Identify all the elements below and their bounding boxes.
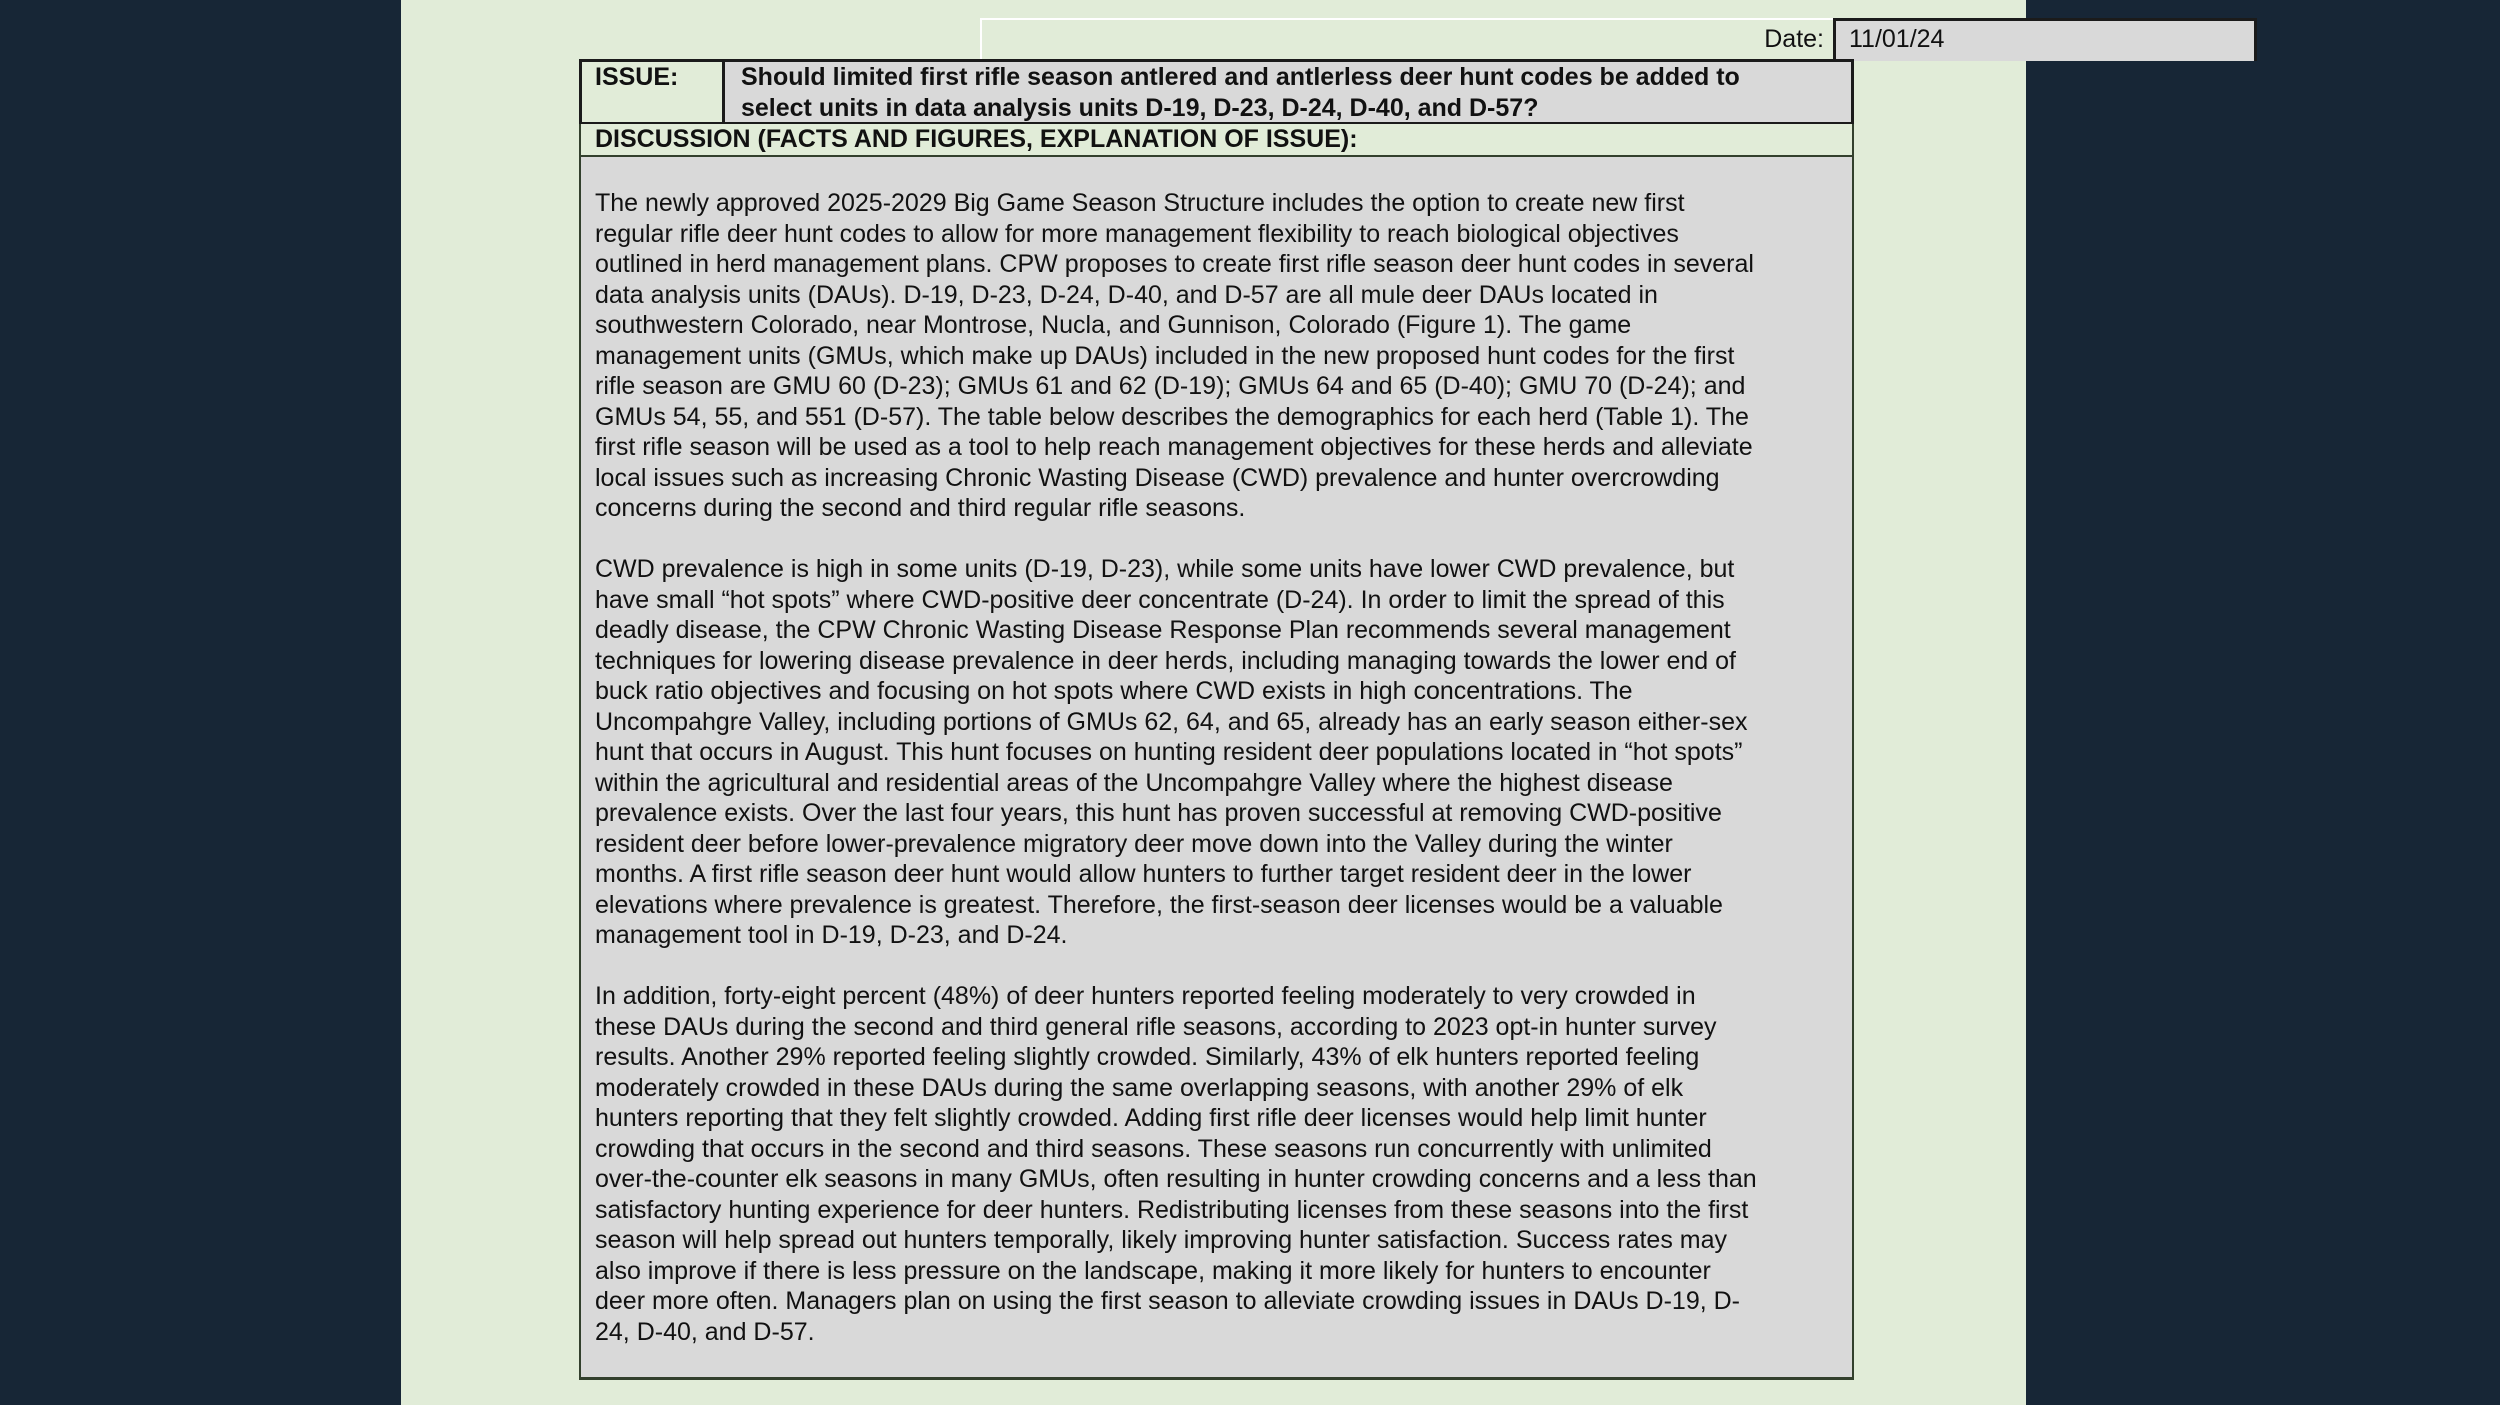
issue-line: select units in data analysis units D-19, D-23, D-24, D-40, and D-57?: [741, 93, 1539, 122]
text-line: resident deer before lower-prevalence migratory deer move down into the Valley during the winter: [595, 829, 1673, 858]
text-line: prevalence exists. Over the last four years, this hunt has proven successful at removing CWD-positive: [595, 799, 1722, 827]
date-row: [980, 18, 2254, 59]
text-line: hunters reporting that they felt slightly crowded. Adding first rifle deer licenses would help limit hunter: [595, 1104, 1707, 1132]
text-line: management tool in D-19, D-23, and D-24.: [595, 921, 1068, 949]
discussion-title: DISCUSSION (FACTS AND FIGURES, EXPLANATION OF ISSUE):: [595, 125, 1358, 153]
text-line: local issues such as increasing Chronic Wasting Disease (CWD) prevalence and hunter overcrowding: [595, 463, 1720, 492]
text-line: crowding that occurs in the second and third seasons. These seasons run concurrently with unlimited: [595, 1134, 1712, 1163]
text-line: concerns during the second and third regular rifle seasons.: [595, 494, 1246, 522]
text-line: buck ratio objectives and focusing on hot spots where CWD exists in high concentrations. The: [595, 677, 1633, 705]
text-line: regular rifle deer hunt codes to allow for more management flexibility to reach biological objectives: [595, 219, 1679, 248]
text-line: Uncompahgre Valley, including portions of GMUs 62, 64, and 65, already has an early season either-sex: [595, 707, 1748, 736]
text-line: first rifle season will be used as a tool to help reach management objectives for these herds and alleviate: [595, 433, 1753, 461]
text-line: management units (GMUs, which make up DAUs) included in the new proposed hunt codes for the first: [595, 341, 1735, 370]
text-line: 24, D-40, and D-57.: [595, 1317, 815, 1346]
text-line: deer more often. Managers plan on using the first season to alleviate crowding issues in DAUs D-19, D-: [595, 1287, 1741, 1315]
text-line: data analysis units (DAUs). D-19, D-23, D-24, D-40, and D-57 are all mule deer DAUs located in: [595, 280, 1658, 309]
date-label: Date:: [1764, 25, 1824, 53]
text-line: In addition, forty-eight percent (48%) of deer hunters reported feeling moderately to very crowded in: [595, 982, 1696, 1010]
discussion-header: [579, 124, 1854, 157]
issue-label: ISSUE:: [595, 63, 679, 91]
text-line: have small “hot spots” where CWD-positive deer concentrate (D-24). In order to limit the spread of this: [595, 585, 1725, 614]
text-line: also improve if there is less pressure on the landscape, making it more likely for hunters to encounter: [595, 1256, 1711, 1285]
text-line: within the agricultural and residential areas of the Uncompahgre Valley where the highest disease: [595, 768, 1673, 797]
date-cell: [1833, 18, 2257, 61]
issue-question: [741, 62, 1841, 123]
issue-row: [579, 59, 1854, 125]
issue-label-cell: [582, 62, 725, 122]
text-line: CWD prevalence is high in some units (D-19, D-23), while some units have lower CWD prevalence, but: [595, 555, 1735, 583]
text-line: satisfactory hunting experience for deer hunters. Redistributing licenses from these seasons into the first: [595, 1195, 1749, 1224]
text-line: techniques for lowering disease prevalence in deer herds, including managing towards the lower end of: [595, 646, 1736, 675]
text-line: GMUs 54, 55, and 551 (D-57). The table below describes the demographics for each herd (Table 1). The: [595, 402, 1749, 431]
text-line: rifle season are GMU 60 (D-23); GMUs 61 and 62 (D-19); GMUs 64 and 65 (D-40); GMU 70 (D-24); and: [595, 372, 1746, 400]
text-line: deadly disease, the CPW Chronic Wasting Disease Response Plan recommends several management: [595, 616, 1731, 644]
text-line: moderately crowded in these DAUs during the same overlapping seasons, with another 29% of elk: [595, 1073, 1684, 1102]
date-value: 11/01/24: [1849, 25, 1945, 53]
text-line: months. A first rifle season deer hunt would allow hunters to further target resident deer in the lower: [595, 860, 1692, 888]
paragraph-season-structure: [595, 188, 1754, 524]
text-line: these DAUs during the second and third general rifle seasons, according to 2023 opt-in hunter survey: [595, 1012, 1717, 1041]
paragraph-cwd-prevalence: [595, 554, 1748, 951]
text-line: season will help spread out hunters temporally, likely improving hunter satisfaction. Success rates may: [595, 1226, 1728, 1254]
text-line: hunt that occurs in August. This hunt focuses on hunting resident deer populations located in “hot spots”: [595, 738, 1743, 766]
text-line: elevations where prevalence is greatest. Therefore, the first-season deer licenses would be a valuable: [595, 890, 1723, 919]
text-line: southwestern Colorado, near Montrose, Nucla, and Gunnison, Colorado (Figure 1). The game: [595, 311, 1632, 339]
paragraph-hunter-crowding: [595, 981, 1757, 1347]
text-line: results. Another 29% reported feeling slightly crowded. Similarly, 43% of elk hunters reported feeling: [595, 1043, 1700, 1071]
text-line: outlined in herd management plans. CPW proposes to create first rifle season deer hunt codes in several: [595, 250, 1754, 278]
text-line: The newly approved 2025-2029 Big Game Season Structure includes the option to create new first: [595, 189, 1685, 217]
text-line: over-the-counter elk seasons in many GMUs, often resulting in hunter crowding concerns and a less than: [595, 1165, 1757, 1193]
discussion-body: [579, 157, 1854, 1380]
issue-line: Should limited first rifle season antlered and antlerless deer hunt codes be added to: [741, 63, 1740, 91]
